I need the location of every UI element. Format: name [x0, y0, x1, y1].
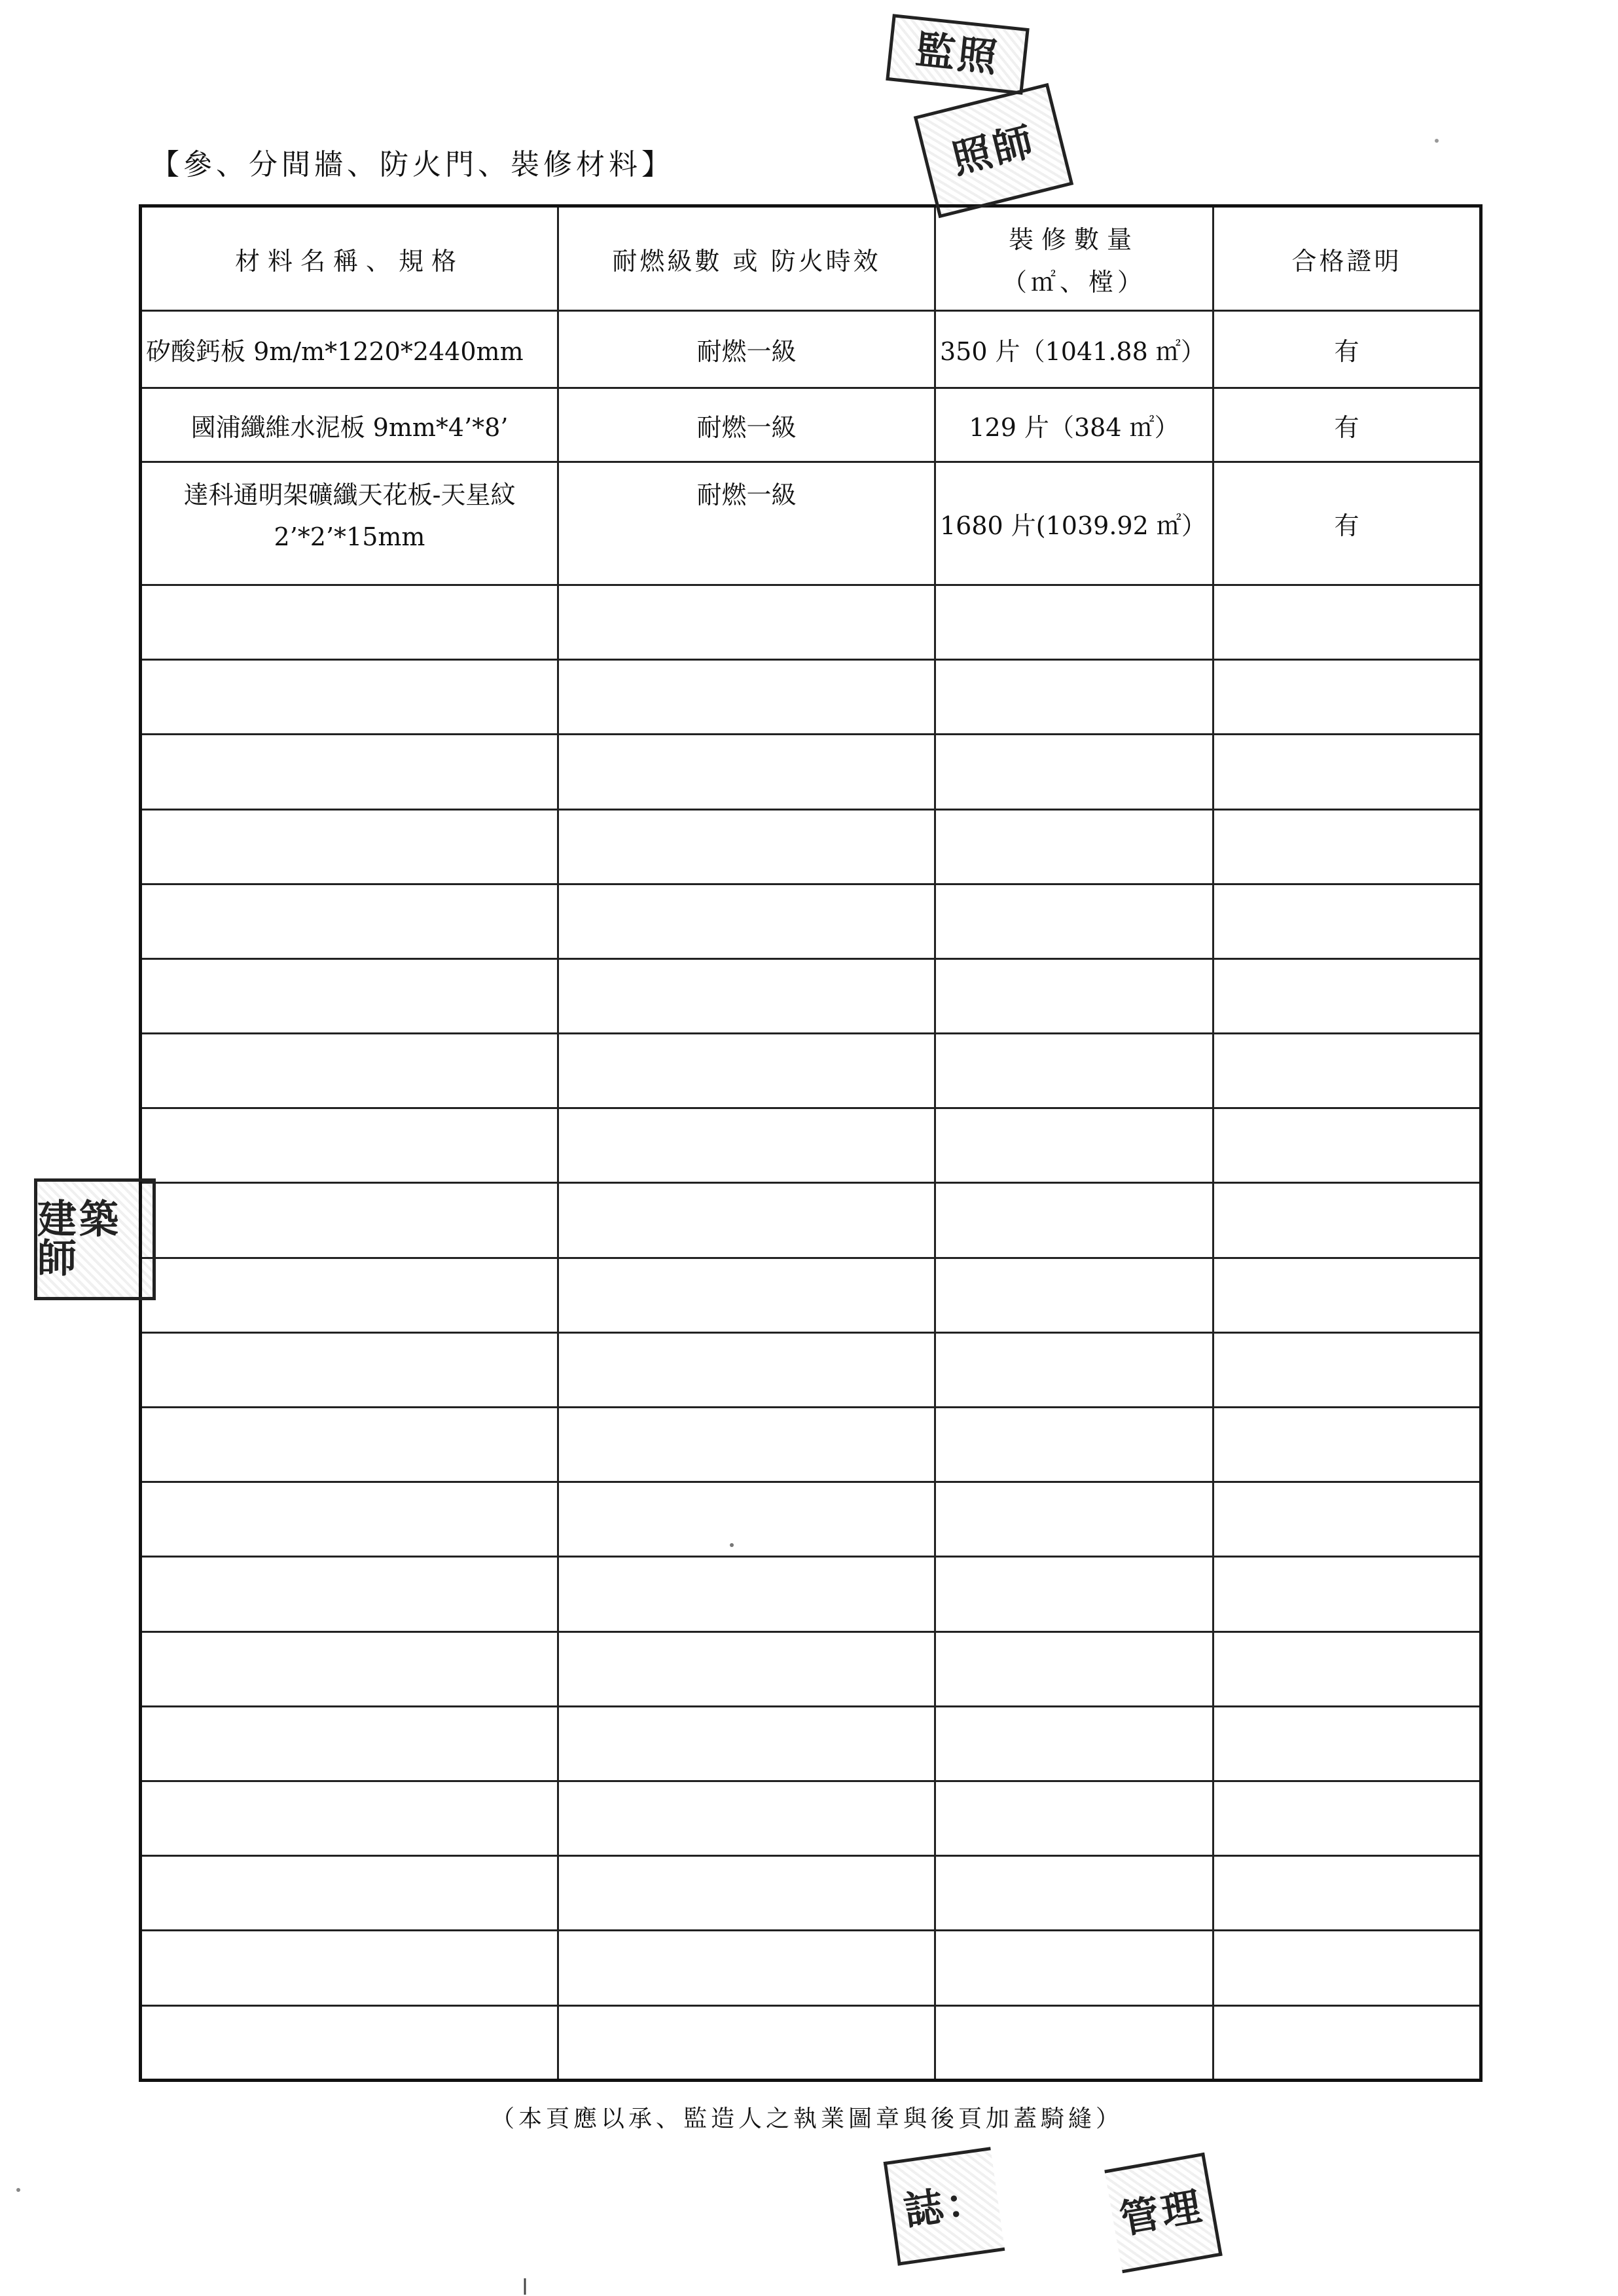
blank-cell [1214, 1631, 1481, 1706]
blank-cell [1214, 958, 1481, 1033]
seal-stamp-upper: 照師 [914, 83, 1073, 219]
header-quantity [935, 206, 1214, 311]
blank-cell [558, 884, 935, 958]
blank-table-row [141, 1183, 1481, 1258]
blank-cell [558, 1557, 935, 1631]
blank-cell [141, 1557, 558, 1631]
certificate-cell: 有 [1214, 388, 1481, 462]
blank-cell [141, 1034, 558, 1108]
blank-cell [1214, 1332, 1481, 1407]
material-name-cell: 國浦纖維水泥板 9mm*4’*8’ [141, 388, 558, 462]
blank-cell [558, 2005, 935, 2080]
blank-table-row [141, 809, 1481, 884]
blank-cell [935, 1408, 1214, 1482]
quantity-cell: 129 片（384 ㎡） [935, 388, 1214, 462]
blank-cell [141, 1108, 558, 1183]
blank-cell [1214, 1183, 1481, 1258]
blank-cell [1214, 735, 1481, 809]
blank-table-row [141, 1482, 1481, 1557]
blank-cell [935, 1108, 1214, 1183]
seal-stamp-top: 監照 [886, 14, 1030, 94]
blank-cell [558, 1408, 935, 1482]
blank-cell [935, 1258, 1214, 1332]
blank-table-row [141, 1034, 1481, 1108]
blank-cell [558, 660, 935, 735]
blank-cell [1214, 1408, 1481, 1482]
table-header-row [141, 206, 1481, 311]
material-name-cell [141, 462, 558, 585]
seal-stamp-bottom-left: 誌： [884, 2147, 1005, 2265]
blank-cell [141, 660, 558, 735]
blank-table-row [141, 1856, 1481, 1931]
blank-table-row [141, 1931, 1481, 2005]
blank-cell [935, 1034, 1214, 1108]
quantity-cell: 350 片（1041.88 ㎡） [935, 311, 1214, 388]
blank-cell [1214, 1258, 1481, 1332]
table-row [141, 388, 1481, 462]
blank-cell [935, 660, 1214, 735]
blank-cell [141, 585, 558, 659]
blank-cell [558, 1034, 935, 1108]
blank-cell [1214, 1557, 1481, 1631]
blank-table-row [141, 1408, 1481, 1482]
blank-cell [935, 1332, 1214, 1407]
blank-cell [141, 1183, 558, 1258]
materials-table [139, 204, 1483, 2082]
blank-cell [935, 2005, 1214, 2080]
blank-cell [141, 1258, 558, 1332]
blank-cell [1214, 2005, 1481, 2080]
blank-cell [1214, 1706, 1481, 1781]
blank-cell [141, 958, 558, 1033]
blank-cell [935, 1631, 1214, 1706]
blank-table-row [141, 585, 1481, 659]
blank-cell [558, 1108, 935, 1183]
blank-cell [558, 1931, 935, 2005]
blank-cell [935, 1781, 1214, 1855]
blank-cell [141, 884, 558, 958]
blank-cell [558, 1482, 935, 1557]
blank-cell [1214, 809, 1481, 884]
blank-cell [1214, 660, 1481, 735]
blank-table-row [141, 1781, 1481, 1855]
table-row [141, 311, 1481, 388]
blank-table-row [141, 1108, 1481, 1183]
table-row [141, 462, 1481, 585]
quantity-cell: 1680 片(1039.92 ㎡） [935, 462, 1214, 585]
material-name-cell: 矽酸鈣板 9m/m*1220*2440mm [141, 311, 558, 388]
blank-cell [141, 735, 558, 809]
blank-cell [141, 1856, 558, 1931]
blank-cell [935, 958, 1214, 1033]
blank-table-row [141, 958, 1481, 1033]
material-name-line2: 2’*2’*15mm [274, 522, 425, 551]
blank-cell [1214, 1931, 1481, 2005]
certificate-cell: 有 [1214, 311, 1481, 388]
blank-table-row [141, 735, 1481, 809]
blank-cell [558, 1332, 935, 1407]
blank-cell [935, 809, 1214, 884]
fire-rating-cell: 耐燃一級 [558, 311, 935, 388]
blank-cell [1214, 1034, 1481, 1108]
blank-table-row [141, 2005, 1481, 2080]
seal-stamp-bottom-right: 管理 [1104, 2153, 1222, 2273]
blank-cell [141, 1931, 558, 2005]
blank-cell [558, 1706, 935, 1781]
header-material-name: 材料名稱、規格 [141, 206, 558, 311]
blank-cell [935, 884, 1214, 958]
header-quantity-unit: （㎡、樘） [1001, 268, 1146, 297]
blank-table-row [141, 1631, 1481, 1706]
blank-cell [141, 2005, 558, 2080]
blank-cell [1214, 1482, 1481, 1557]
blank-cell [558, 958, 935, 1033]
blank-cell [1214, 884, 1481, 958]
blank-cell [935, 735, 1214, 809]
blank-cell [141, 1781, 558, 1855]
blank-cell [141, 1408, 558, 1482]
blank-cell [935, 1856, 1214, 1931]
blank-cell [558, 809, 935, 884]
blank-cell [935, 1482, 1214, 1557]
blank-table-row [141, 884, 1481, 958]
blank-cell [935, 1706, 1214, 1781]
blank-cell [1214, 1108, 1481, 1183]
blank-cell [141, 1706, 558, 1781]
blank-cell [141, 1631, 558, 1706]
blank-cell [1214, 1781, 1481, 1855]
footer-note: （本頁應以承、監造人之執業圖章與後頁加蓋騎縫） [491, 2105, 1124, 2132]
header-quantity-line1: 裝修數量 [1008, 225, 1140, 255]
blank-cell [558, 735, 935, 809]
blank-table-row [141, 1706, 1481, 1781]
section-title: 【參、分間牆、防火門、裝修材料】 [151, 148, 674, 181]
blank-cell [935, 1183, 1214, 1258]
blank-cell [141, 809, 558, 884]
blank-cell [558, 1258, 935, 1332]
blank-cell [935, 1931, 1214, 2005]
blank-table-row [141, 660, 1481, 735]
blank-table-row [141, 1557, 1481, 1631]
fire-rating-cell: 耐燃一級 [558, 462, 935, 585]
header-certificate: 合格證明 [1214, 206, 1481, 311]
blank-table-row [141, 1332, 1481, 1407]
header-fire-rating: 耐燃級數 或 防火時效 [558, 206, 935, 311]
blank-cell [935, 585, 1214, 659]
blank-cell [558, 1631, 935, 1706]
blank-cell [558, 1856, 935, 1931]
blank-cell [141, 1332, 558, 1407]
blank-cell [558, 1183, 935, 1258]
blank-cell [558, 585, 935, 659]
material-name-line1: 達科通明架礦纖天花板-天星紋 [183, 480, 516, 509]
blank-table-row [141, 1258, 1481, 1332]
blank-cell [558, 1781, 935, 1855]
blank-cell [141, 1482, 558, 1557]
blank-cell [1214, 585, 1481, 659]
seal-stamp-margin: 建築師 [34, 1178, 156, 1300]
fire-rating-cell: 耐燃一級 [558, 388, 935, 462]
blank-cell [1214, 1856, 1481, 1931]
blank-cell [935, 1557, 1214, 1631]
certificate-cell: 有 [1214, 462, 1481, 585]
